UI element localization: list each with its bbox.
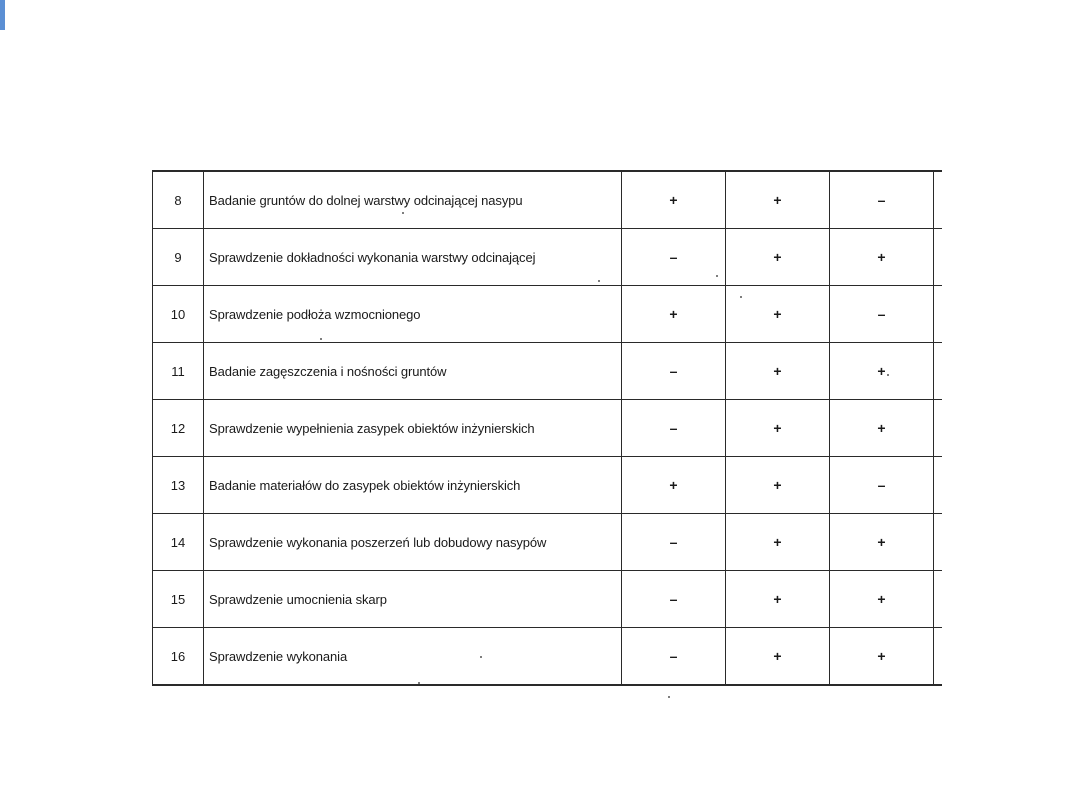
table-row bbox=[153, 400, 943, 457]
mark-col-1: – bbox=[622, 400, 726, 457]
cut-edge-cell bbox=[934, 286, 943, 343]
mark-col-2: + bbox=[726, 229, 830, 286]
mark-col-3: + bbox=[830, 400, 934, 457]
mark-col-2: + bbox=[726, 514, 830, 571]
row-description: Badanie gruntów do dolnej warstwy odcinającej nasypu bbox=[204, 171, 622, 229]
mark-col-1: + bbox=[622, 171, 726, 229]
cut-edge-cell bbox=[934, 628, 943, 686]
mark-col-3: + bbox=[830, 628, 934, 686]
row-number: 9 bbox=[153, 229, 204, 286]
cut-edge-cell bbox=[934, 400, 943, 457]
mark-col-3: – bbox=[830, 171, 934, 229]
cut-edge-cell bbox=[934, 571, 943, 628]
mark-col-2: + bbox=[726, 571, 830, 628]
scan-noise-speck bbox=[740, 296, 742, 298]
row-description: Sprawdzenie dokładności wykonania warstwy odcinającej bbox=[204, 229, 622, 286]
table-row bbox=[153, 343, 943, 400]
mark-col-2: + bbox=[726, 400, 830, 457]
mark-col-1: + bbox=[622, 457, 726, 514]
row-number: 12 bbox=[153, 400, 204, 457]
mark-col-3: + bbox=[830, 343, 934, 400]
table-row bbox=[153, 286, 943, 343]
corner-accent-bar bbox=[0, 0, 5, 30]
cut-edge-cell bbox=[934, 457, 943, 514]
table-row bbox=[153, 571, 943, 628]
mark-col-1: – bbox=[622, 229, 726, 286]
row-number: 15 bbox=[153, 571, 204, 628]
scan-noise-speck bbox=[887, 374, 889, 376]
cut-edge-cell bbox=[934, 514, 943, 571]
mark-col-3: + bbox=[830, 514, 934, 571]
row-description: Sprawdzenie wykonania bbox=[204, 628, 622, 686]
table-row bbox=[153, 514, 943, 571]
row-number: 10 bbox=[153, 286, 204, 343]
mark-col-3: + bbox=[830, 229, 934, 286]
scan-noise-speck bbox=[418, 682, 420, 684]
row-description: Sprawdzenie wykonania poszerzeń lub dobudowy nasypów bbox=[204, 514, 622, 571]
cut-edge-cell bbox=[934, 171, 943, 229]
row-number: 14 bbox=[153, 514, 204, 571]
table-row bbox=[153, 457, 943, 514]
scan-noise-speck bbox=[480, 656, 482, 658]
row-number: 8 bbox=[153, 171, 204, 229]
mark-col-2: + bbox=[726, 286, 830, 343]
row-description: Badanie zagęszczenia i nośności gruntów bbox=[204, 343, 622, 400]
row-description: Sprawdzenie podłoża wzmocnionego bbox=[204, 286, 622, 343]
row-number: 13 bbox=[153, 457, 204, 514]
mark-col-1: – bbox=[622, 628, 726, 686]
mark-col-2: + bbox=[726, 628, 830, 686]
row-number: 16 bbox=[153, 628, 204, 686]
scan-noise-speck bbox=[402, 212, 404, 214]
row-description: Badanie materiałów do zasypek obiektów inżynierskich bbox=[204, 457, 622, 514]
mark-col-3: – bbox=[830, 286, 934, 343]
scanned-table-image bbox=[152, 170, 934, 686]
table-row bbox=[153, 628, 943, 686]
mark-col-2: + bbox=[726, 343, 830, 400]
scan-noise-speck bbox=[668, 696, 670, 698]
row-number: 11 bbox=[153, 343, 204, 400]
mark-col-3: – bbox=[830, 457, 934, 514]
row-description: Sprawdzenie wypełnienia zasypek obiektów inżynierskich bbox=[204, 400, 622, 457]
scan-noise-speck bbox=[716, 275, 718, 277]
mark-col-1: + bbox=[622, 286, 726, 343]
scan-noise-speck bbox=[598, 280, 600, 282]
table-row bbox=[153, 171, 943, 229]
mark-col-2: + bbox=[726, 171, 830, 229]
mark-col-1: – bbox=[622, 571, 726, 628]
mark-col-1: – bbox=[622, 343, 726, 400]
cut-edge-cell bbox=[934, 229, 943, 286]
mark-col-1: – bbox=[622, 514, 726, 571]
row-description: Sprawdzenie umocnienia skarp bbox=[204, 571, 622, 628]
cut-edge-cell bbox=[934, 343, 943, 400]
mark-col-2: + bbox=[726, 457, 830, 514]
mark-col-3: + bbox=[830, 571, 934, 628]
scan-noise-speck bbox=[320, 338, 322, 340]
inspection-table bbox=[152, 170, 942, 686]
table-row bbox=[153, 229, 943, 286]
